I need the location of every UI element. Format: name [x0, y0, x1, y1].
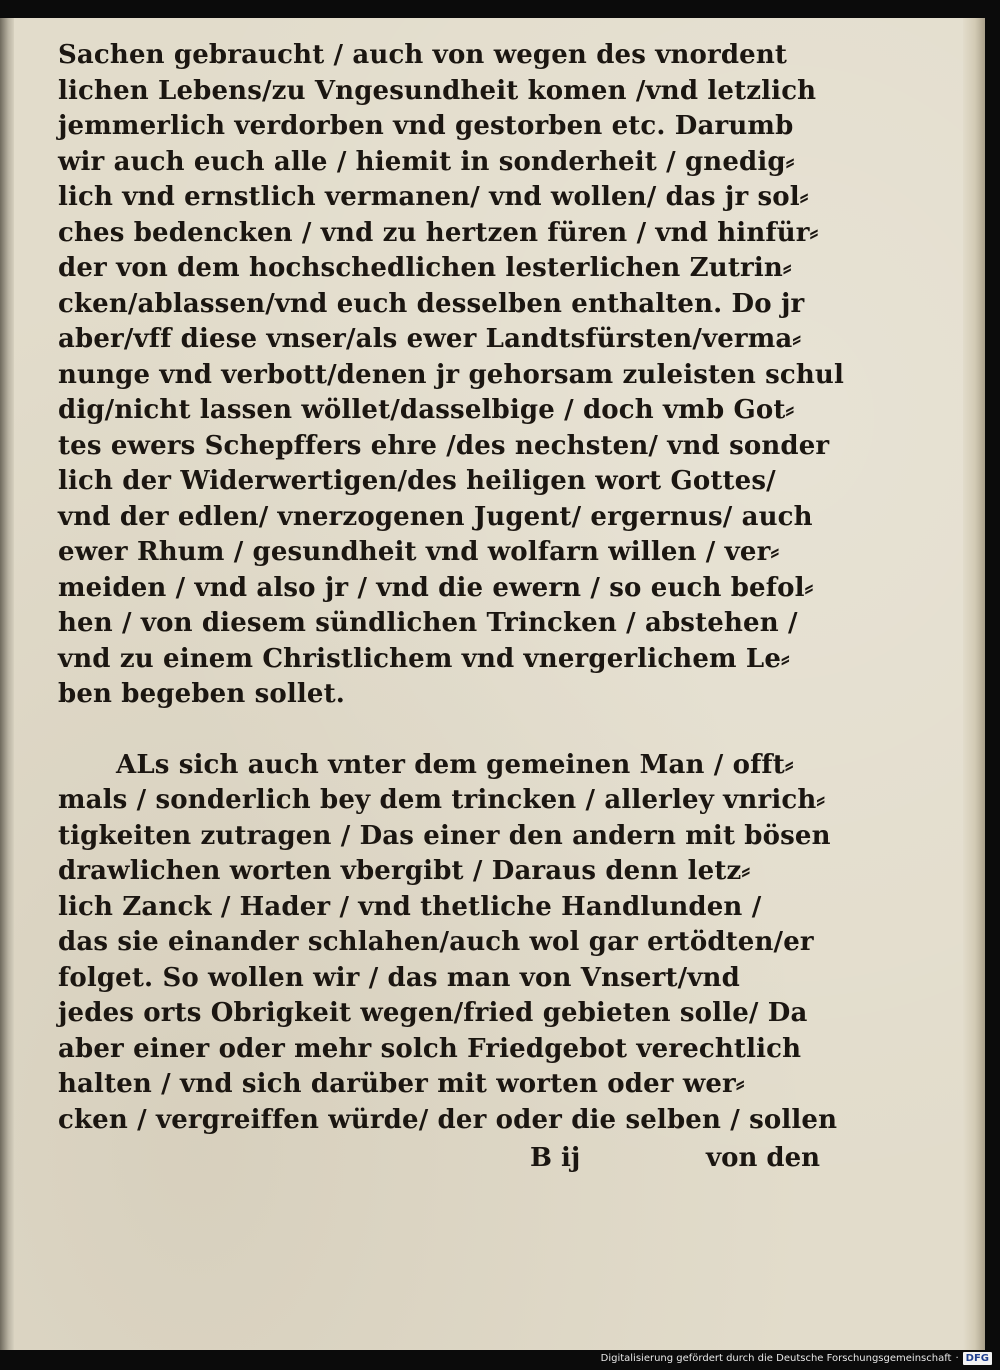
text-line: vnd zu einem Christlichem vnd vnergerlichem Le⸗: [58, 643, 790, 674]
text-line: lich Zanck / Hader / vnd thetliche Handlunden /: [58, 891, 762, 922]
paragraph-1: [58, 38, 845, 713]
text-line: ewer Rhum / gesundheit vnd wolfarn willen / ver⸗: [58, 537, 780, 567]
text-line: tigkeiten zutragen / Das einer den andern mit bösen: [58, 820, 831, 851]
credit-separator: ·: [955, 1352, 959, 1364]
text-line: hen / von diesem sündlichen Trincken / abstehen /: [58, 608, 798, 638]
text-line: cken / vergreiffen würde/ der oder die selben / sollen: [58, 1104, 838, 1135]
paragraph-2: [58, 748, 838, 1139]
text-line: aber einer oder mehr solch Friedgebot verechtlich: [58, 1033, 802, 1064]
page-fore-edge: [963, 18, 985, 1350]
text-line: halten / vnd sich darüber mit worten oder wer⸗: [58, 1069, 745, 1099]
text-line: jemmerlich verdorben vnd gestorben etc. Darumb: [58, 111, 794, 141]
book-page: [0, 18, 985, 1350]
digitization-credit: [601, 1350, 992, 1366]
text-line: lich der Widerwertigen/des heiligen wort Gottes/: [58, 466, 776, 496]
text-line: dig/nicht lassen wöllet/dasselbige / doch vmb Got⸗: [58, 395, 795, 425]
text-line: nunge vnd verbott/denen jr gehorsam zuleisten schul: [58, 359, 845, 390]
text-line: ben begeben sollet.: [58, 679, 345, 709]
page-gutter-shadow: [0, 18, 14, 1350]
text-line: ches bedencken / vnd zu hertzen füren / vnd hinfür⸗: [58, 217, 819, 248]
paragraph-spacer: [58, 713, 828, 748]
text-line: aber/vff diese vnser/als ewer Landtsfürsten/verma⸗: [58, 324, 802, 354]
text-line: vnd der edlen/ vnerzogenen Jugent/ ergernus/ auch: [58, 501, 813, 532]
text-line: meiden / vnd also jr / vnd die ewern / so euch befol⸗: [58, 572, 814, 603]
page-text-block: [58, 38, 845, 1178]
text-line: lich vnd ernstlich vermanen/ vnd wollen/ das jr sol⸗: [58, 182, 809, 212]
text-line: das sie einander schlahen/auch wol gar ertödten/er: [58, 927, 814, 957]
credit-text: Digitalisierung gefördert durch die Deutsche Forschungsgemeinschaft: [600, 1352, 952, 1364]
text-line: cken/ablassen/vnd euch desselben enthalten. Do jr: [58, 288, 805, 319]
text-line: tes ewers Schepffers ehre /des nechsten/ vnd sonder: [58, 430, 830, 461]
text-line: mals / sonderlich bey dem trincken / allerley vnrich⸗: [58, 785, 826, 815]
text-line: Sachen gebraucht / auch von wegen des vnordent: [58, 40, 788, 70]
text-line: der von dem hochschedlichen lesterlichen Zutrin⸗: [58, 253, 792, 283]
signature-mark: B ij: [530, 1143, 581, 1173]
page-foot: [58, 1138, 828, 1178]
text-line: jedes orts Obrigkeit wegen/fried gebieten solle/ Da: [58, 998, 808, 1028]
dfg-logo-icon: DFG: [963, 1352, 992, 1365]
text-line-first: ALs sich auch vnter dem gemeinen Man / offt⸗: [116, 749, 794, 780]
text-line: wir auch euch alle / hiemit in sonderheit / gnedig⸗: [58, 146, 795, 177]
text-line: lichen Lebens/zu Vngesundheit komen /vnd letzlich: [58, 75, 817, 106]
catchword: von den: [706, 1143, 821, 1173]
text-line: drawlichen worten vbergibt / Daraus denn letz⸗: [58, 856, 751, 886]
text-line: folget. So wollen wir / das man von Vnsert/vnd: [58, 962, 740, 993]
